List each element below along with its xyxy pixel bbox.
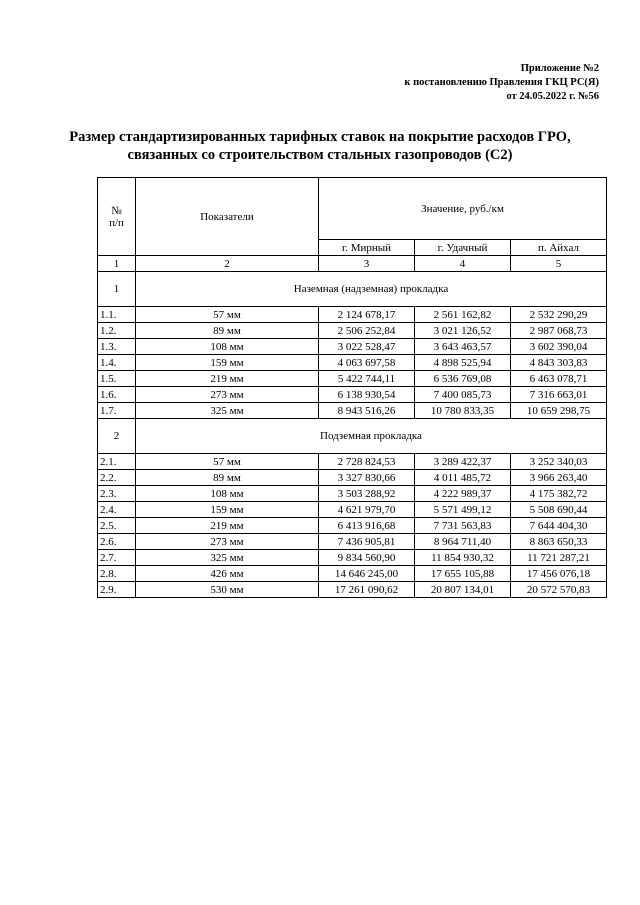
row-value: 4 175 382,72	[511, 486, 607, 502]
title-line-2: связанных со строительством стальных газопроводов (С2)	[127, 147, 513, 163]
appendix-resolution: к постановлению Правления ГКЦ РС(Я)	[404, 77, 599, 88]
row-value: 7 731 563,83	[415, 518, 511, 534]
row-number: 2.6.	[98, 534, 136, 550]
table-row	[98, 307, 607, 323]
section-number: 2	[98, 419, 136, 454]
row-value: 2 728 824,53	[319, 454, 415, 470]
row-diameter: 426 мм	[136, 566, 319, 582]
row-value: 17 261 090,62	[319, 582, 415, 598]
row-value: 6 413 916,68	[319, 518, 415, 534]
table-header-row	[98, 178, 607, 240]
row-number: 2.8.	[98, 566, 136, 582]
row-value: 7 316 663,01	[511, 387, 607, 403]
document-title	[60, 128, 580, 164]
row-number: 2.9.	[98, 582, 136, 598]
row-value: 2 506 252,84	[319, 323, 415, 339]
row-value: 7 400 085,73	[415, 387, 511, 403]
header-num: № п/п	[98, 178, 136, 256]
index-cell: 2	[136, 256, 319, 272]
row-value: 17 655 105,88	[415, 566, 511, 582]
row-value: 3 643 463,57	[415, 339, 511, 355]
row-diameter: 89 мм	[136, 470, 319, 486]
row-value: 17 456 076,18	[511, 566, 607, 582]
row-value: 2 124 678,17	[319, 307, 415, 323]
section-row	[98, 272, 607, 307]
row-value: 10 780 833,35	[415, 403, 511, 419]
row-diameter: 325 мм	[136, 403, 319, 419]
row-value: 7 644 404,30	[511, 518, 607, 534]
row-value: 3 327 830,66	[319, 470, 415, 486]
row-value: 8 943 516,26	[319, 403, 415, 419]
row-value: 20 807 134,01	[415, 582, 511, 598]
row-diameter: 159 мм	[136, 502, 319, 518]
table-row	[98, 502, 607, 518]
row-diameter: 89 мм	[136, 323, 319, 339]
title-line-1: Размер стандартизированных тарифных ставок на покрытие расходов ГРО,	[69, 129, 571, 145]
table-index-row	[98, 256, 607, 272]
index-cell: 1	[98, 256, 136, 272]
table-row	[98, 403, 607, 419]
row-value: 20 572 570,83	[511, 582, 607, 598]
row-number: 2.4.	[98, 502, 136, 518]
row-value: 3 021 126,52	[415, 323, 511, 339]
table-row	[98, 355, 607, 371]
header-city-1: г. Мирный	[319, 240, 415, 256]
appendix-number: Приложение №2	[520, 63, 599, 74]
index-cell: 5	[511, 256, 607, 272]
row-value: 5 508 690,44	[511, 502, 607, 518]
row-value: 8 964 711,40	[415, 534, 511, 550]
row-diameter: 273 мм	[136, 387, 319, 403]
row-value: 2 987 068,73	[511, 323, 607, 339]
row-value: 3 503 288,92	[319, 486, 415, 502]
section-title: Подземная прокладка	[136, 419, 607, 454]
table-row	[98, 486, 607, 502]
row-number: 2.3.	[98, 486, 136, 502]
header-value: Значение, руб./км	[319, 178, 607, 240]
table-row	[98, 339, 607, 355]
row-diameter: 57 мм	[136, 454, 319, 470]
tariff-table	[97, 177, 607, 598]
row-value: 4 011 485,72	[415, 470, 511, 486]
table-row	[98, 518, 607, 534]
section-row	[98, 419, 607, 454]
row-number: 2.5.	[98, 518, 136, 534]
row-diameter: 325 мм	[136, 550, 319, 566]
row-value: 4 621 979,70	[319, 502, 415, 518]
row-number: 1.1.	[98, 307, 136, 323]
row-value: 4 843 303,83	[511, 355, 607, 371]
row-diameter: 530 мм	[136, 582, 319, 598]
table-row	[98, 323, 607, 339]
row-number: 1.6.	[98, 387, 136, 403]
row-value: 9 834 560,90	[319, 550, 415, 566]
index-cell: 3	[319, 256, 415, 272]
row-value: 4 063 697,58	[319, 355, 415, 371]
index-cell: 4	[415, 256, 511, 272]
row-value: 3 966 263,40	[511, 470, 607, 486]
row-value: 4 222 989,37	[415, 486, 511, 502]
header-city-2: г. Удачный	[415, 240, 511, 256]
row-value: 10 659 298,75	[511, 403, 607, 419]
header-city-3: п. Айхал	[511, 240, 607, 256]
row-value: 2 561 162,82	[415, 307, 511, 323]
table-row	[98, 371, 607, 387]
row-value: 5 571 499,12	[415, 502, 511, 518]
section-number: 1	[98, 272, 136, 307]
row-value: 8 863 650,33	[511, 534, 607, 550]
row-value: 6 463 078,71	[511, 371, 607, 387]
appendix-header	[404, 62, 599, 104]
row-value: 7 436 905,81	[319, 534, 415, 550]
row-diameter: 219 мм	[136, 518, 319, 534]
row-number: 2.7.	[98, 550, 136, 566]
row-value: 11 854 930,32	[415, 550, 511, 566]
row-number: 1.4.	[98, 355, 136, 371]
row-diameter: 108 мм	[136, 486, 319, 502]
row-number: 1.3.	[98, 339, 136, 355]
row-value: 3 602 390,04	[511, 339, 607, 355]
row-diameter: 57 мм	[136, 307, 319, 323]
row-diameter: 159 мм	[136, 355, 319, 371]
row-diameter: 273 мм	[136, 534, 319, 550]
row-number: 1.2.	[98, 323, 136, 339]
row-value: 3 022 528,47	[319, 339, 415, 355]
table-row	[98, 470, 607, 486]
row-number: 2.1.	[98, 454, 136, 470]
row-value: 2 532 290,29	[511, 307, 607, 323]
row-value: 4 898 525,94	[415, 355, 511, 371]
section-title: Наземная (надземная) прокладка	[136, 272, 607, 307]
row-value: 14 646 245,00	[319, 566, 415, 582]
table-row	[98, 566, 607, 582]
table-row	[98, 582, 607, 598]
row-value: 5 422 744,11	[319, 371, 415, 387]
row-value: 11 721 287,21	[511, 550, 607, 566]
row-value: 3 289 422,37	[415, 454, 511, 470]
header-indicators: Показатели	[136, 178, 319, 256]
row-value: 6 536 769,08	[415, 371, 511, 387]
table-row	[98, 534, 607, 550]
row-number: 1.7.	[98, 403, 136, 419]
row-number: 2.2.	[98, 470, 136, 486]
table-row	[98, 387, 607, 403]
row-diameter: 219 мм	[136, 371, 319, 387]
table-row	[98, 550, 607, 566]
table-row	[98, 454, 607, 470]
row-diameter: 108 мм	[136, 339, 319, 355]
appendix-date: от 24.05.2022 г. №56	[506, 91, 599, 102]
row-value: 6 138 930,54	[319, 387, 415, 403]
row-value: 3 252 340,03	[511, 454, 607, 470]
row-number: 1.5.	[98, 371, 136, 387]
